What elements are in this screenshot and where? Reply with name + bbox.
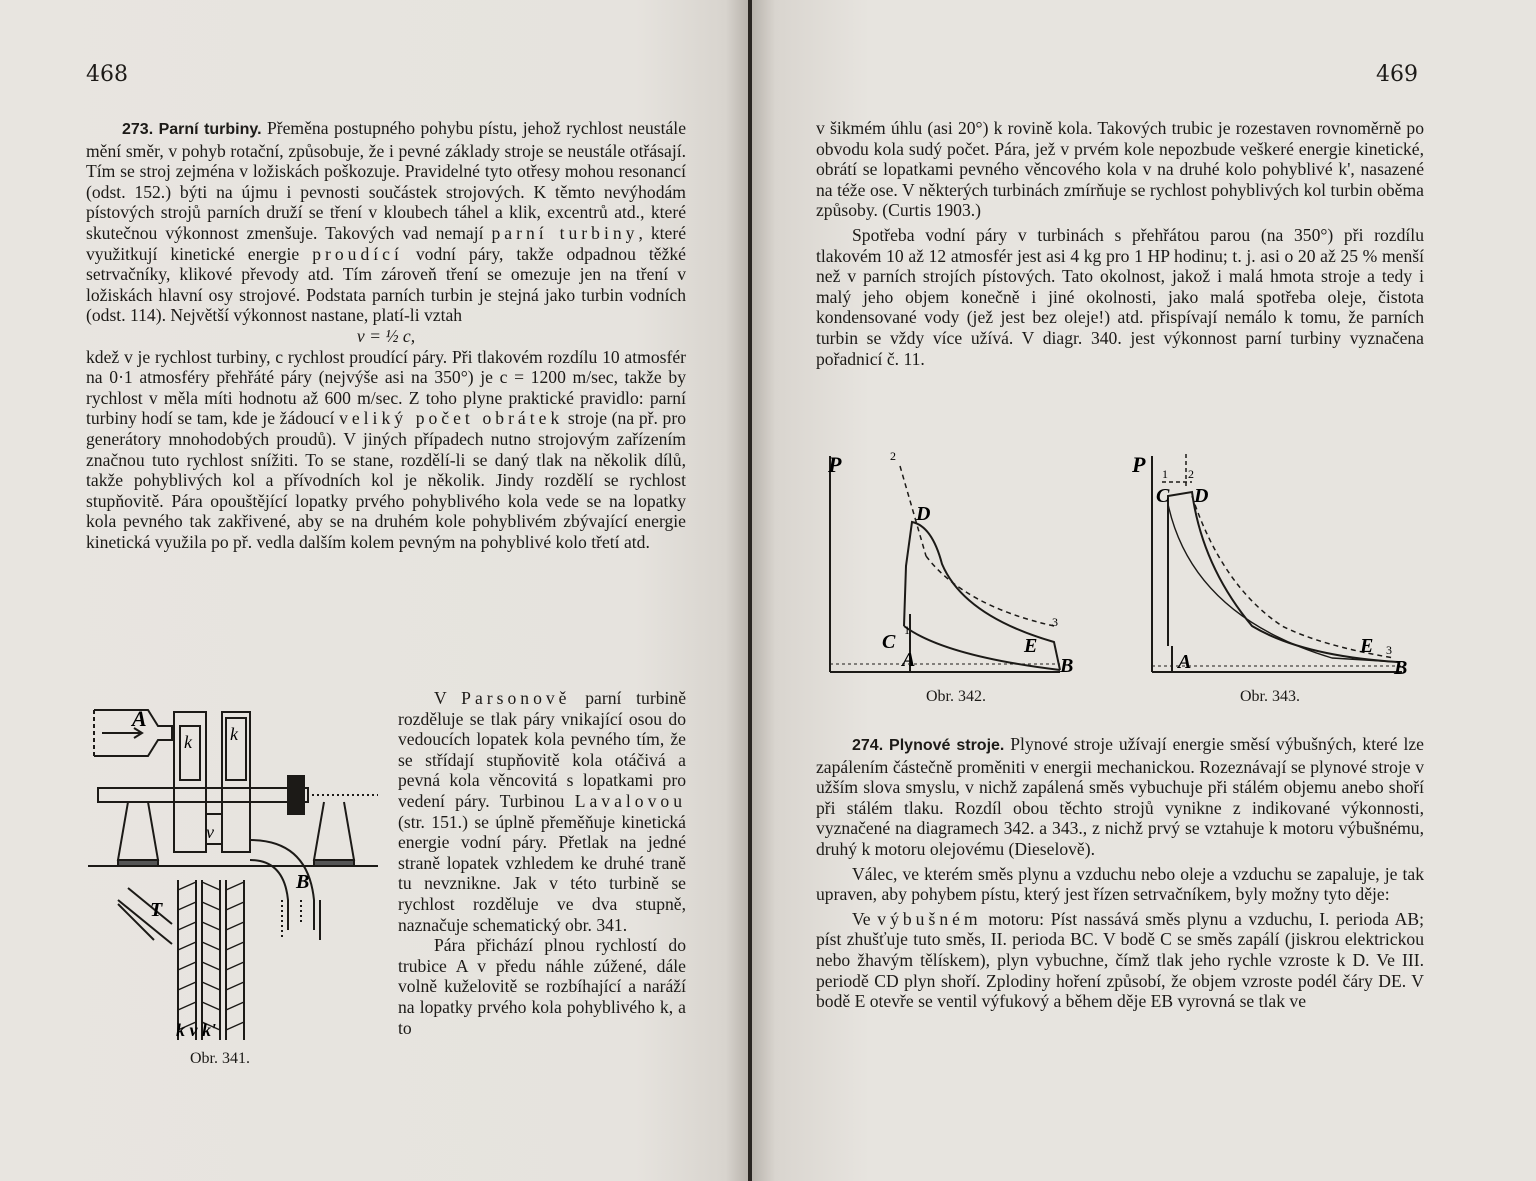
equation: v = ½ c, xyxy=(356,325,416,346)
label-E-343: E xyxy=(1360,635,1374,657)
label-B: B xyxy=(1060,655,1074,677)
left-page xyxy=(0,0,748,1181)
paragraph-text: V xyxy=(434,688,462,708)
label-B-343: B xyxy=(1394,657,1408,679)
section-number-274: 274. xyxy=(852,737,884,754)
label-B: B xyxy=(296,871,310,893)
paragraph-valec: Válec, ve kterém směs plynu a vzduchu nebo oleje a vzduchu se zapaluje, je tak upraven, aby pohybem pístu, který jest řízen setrvačníkem, byly možny tyto děje: xyxy=(816,863,1424,905)
label-3-343: 3 xyxy=(1386,643,1392,657)
label-T: T xyxy=(150,899,163,921)
label-2-343: 2 xyxy=(1188,467,1194,481)
figure-341-caption: Obr. 341. xyxy=(190,1050,250,1067)
right-page xyxy=(752,0,1536,1181)
figure-343-caption: Obr. 343. xyxy=(1240,688,1300,705)
paragraph-text: , které využitkují kinetické energie xyxy=(86,222,686,264)
figure-342-explosion-motor-diagram xyxy=(824,446,1094,686)
spaced-text: Lavalovou xyxy=(574,790,686,811)
paragraph-vybusny-motor xyxy=(816,909,1424,1012)
label-E: E xyxy=(1024,635,1038,657)
right-text-block-bottom xyxy=(816,734,1424,1012)
section-title-parni-turbiny: Parní turbiny. xyxy=(158,121,262,138)
paragraph-rychlost xyxy=(86,347,686,553)
label-P: P xyxy=(828,452,842,477)
label-A: A xyxy=(902,649,916,671)
spaced-text: Parsonově xyxy=(461,688,571,708)
section-title-plynove-stroje: Plynové stroje. xyxy=(889,737,1005,754)
label-A-343: A xyxy=(1178,651,1192,673)
paragraph-text: stroje (na př. pro generátory mnohodobých proudů). V jiných případech nutno strojovým zařízením značnou tuto rychlost snížiti. To se stane, rozdělí-li se daný tlak na několik dílů, takže pohyblivých kol a přívodních kol je několik. Jindy rozdělí se rychlost stupňovitě. Pára opouštějící lopatky prvého pohyblivého kola vede se na lopatky kola pevného tak zakřivené, aby se na druhém kole pohyblivém zbývající energie kinetická využila po př. vedla dalším kolem pevným na pohyblivé kolo třetí atd. xyxy=(86,408,686,552)
page-number-right: 469 xyxy=(1376,62,1418,87)
paragraph-text: kdež v je rychlost turbiny, c rychlost proudící páry. Při tlakovém rozdílu 10 atmosfér na 0·1 atmosféry přehřáté páry (nejvýše asi na 350°) je c = 1200 m/sec, takže by rychlost v měla míti hodnotu až 600 m/sec. Z toho plyne praktické pravidlo: parní turbiny hodí se tam, kde je žádoucí xyxy=(86,346,686,429)
right-text-block-top xyxy=(816,118,1424,369)
label-bottom-kvk: k v k' xyxy=(176,1020,216,1040)
figure-341-turbine-diagram xyxy=(88,690,388,1050)
paragraph-text: Ve xyxy=(852,908,878,929)
label-1-343: 1 xyxy=(1162,467,1168,481)
label-P-343: P xyxy=(1132,452,1146,477)
label-v: v xyxy=(206,822,214,842)
paragraph-text: motoru: Píst nassává směs plynu a vzduchu, I. perioda AB; píst zhušťuje tuto směs, II. perioda BC. V bodě C se směs zapálí (jiskrou elektrickou nebo žhavým tělískem), plyn vybuchne, čímž tlak jeho rychle vzroste k D. Ve III. periodě CD plyn shoří. Zplodiny hoření způsobí, že objem vzroste podél čáry DE. V bodě E otevře se ventil výfukový a během děje EB vyrovná se tlak ve xyxy=(816,908,1424,1012)
left-text-block-top xyxy=(86,118,686,552)
paragraph-273 xyxy=(86,118,686,326)
paragraph-274 xyxy=(816,734,1424,860)
spaced-text: výbušném xyxy=(877,908,982,929)
label-A: A xyxy=(132,706,147,731)
spaced-text: proudící xyxy=(312,243,403,264)
label-1: 1 xyxy=(904,623,910,637)
label-C: C xyxy=(882,631,896,653)
label-k-prime: k xyxy=(230,724,238,744)
paragraph-para-prichazi: Pára přichází plnou rychlostí do trubice A v předu náhle zúžené, dále volně kuželovitě se rozbíhající a naráží na lopatky prvého kola pohyblivého k, a to xyxy=(398,935,686,1038)
paragraph-text: (str. 151.) se úplně přeměňuje kinetická energie vodní páry. Přetlak na jedné straně lopatek vzhledem ke druhé traně tu nevznikne. Jak v této turbině se rychlost rozděluje ve dva stupně, naznačuje schematický obr. 341. xyxy=(398,811,686,935)
paragraph-spotreba: Spotřeba vodní páry v turbinách s přehřátou parou (na 350°) při rozdílu tlakovém 10 až 12 atmosfér jest asi 4 kg pro 1 HP hodinu; t. j. asi o 20 až 25 % menší než v parních strojích pístových. Tato okolnost, jakož i malá hmota stroje a tedy i malý jeho objem konečně i jiné okolnosti, jako malá spotřeba oleje, čistota kondensované vody (jež jest bez oleje!) atd. přispívají nemálo k tomu, že parních turbin se vždy více užívá. V diagr. 340. jest výkonnost parní turbiny vyznačena pořadnicí č. 11. xyxy=(816,224,1424,369)
spaced-text: veliký počet obrátek xyxy=(339,408,564,429)
left-text-block-side xyxy=(398,688,686,1038)
label-2: 2 xyxy=(890,449,896,463)
paragraph-text: Plynové stroje užívají energie směsí výbušných, které lze zapálením částečně proměniti v energii mechanickou. Rozeznávají se plynové stroje v užším slova smyslu, v nichž zapálená směs vybuchuje při stálém objemu anebo shoří při stálém tlaku. Rozdíl obou těchto strojů vynikne z indikované výkonnosti, vyznačené na diagramech 342. a 343., z nichž prvý se vztahuje k motoru výbušnému, druhý k motoru olejovému (Dieselově). xyxy=(816,734,1424,859)
paragraph-parsons xyxy=(398,688,686,935)
paragraph-text: parní turbině rozděluje se tlak páry vnikající osou do vedoucích lopatek kola pevného tím, že se střídají stupňovitě kola otáčivá a pevná kola věncovitá s lopatkami pro vedení páry. Turbinou xyxy=(398,688,686,811)
label-D-343: D xyxy=(1194,485,1209,507)
spaced-text: parní turbiny xyxy=(491,222,639,243)
paragraph-text: Přeměna postupného pohybu pístu, jehož rychlost neustále mění směr, v pohyb rotační, způsobuje, že i pevné základy stroje se neustále otřásají. Tím se stroj zejména v ložiskách poškozuje. Pravidelné tyto otřesy mohou resonancí (odst. 152.) býti na újmu i pevnosti součástek strojových. K těmto nevýhodám pístových strojů parních druží se tření v kloubech táhel a klik, excentrů atd., které skutečnou výkonnost zmenšuje. Takových vad nemají xyxy=(86,118,687,243)
figure-342-caption: Obr. 342. xyxy=(926,688,986,705)
section-number-273: 273. xyxy=(122,121,154,138)
paragraph-sikmem-uhlu: v šikmém úhlu (asi 20°) k rovině kola. Takových trubic je rozestaven rovnoměrně po obvodu kola sudý počet. Pára, jež v prvém kole nepozbude veškeré energie kinetické, obrátí se lopatkami pevného věncového kola v na druhé kolo pohyblivé k', nasazené na téže ose. V některých turbinách zmírňuje se rychlost pohyblivých kol turbin oběma způsoby. (Curtis 1903.) xyxy=(816,118,1424,221)
figure-343-diesel-motor-diagram xyxy=(1132,446,1422,686)
paragraph-text: vodní páry, takže odpadnou těžké setrvačníky, klikové převody atd. Tím zároveň tření se omezuje jen na tření v ložiskách hlavní osy strojové. Podstata parních turbin je stejná jako turbin vodních (odst. 114). Největší výkonnost nastane, platí-li vztah xyxy=(86,243,686,326)
label-3: 3 xyxy=(1052,615,1058,629)
page-number-left: 468 xyxy=(86,62,128,87)
label-D: D xyxy=(916,503,931,525)
label-C-343: C xyxy=(1156,485,1170,507)
label-k: k xyxy=(184,732,192,752)
